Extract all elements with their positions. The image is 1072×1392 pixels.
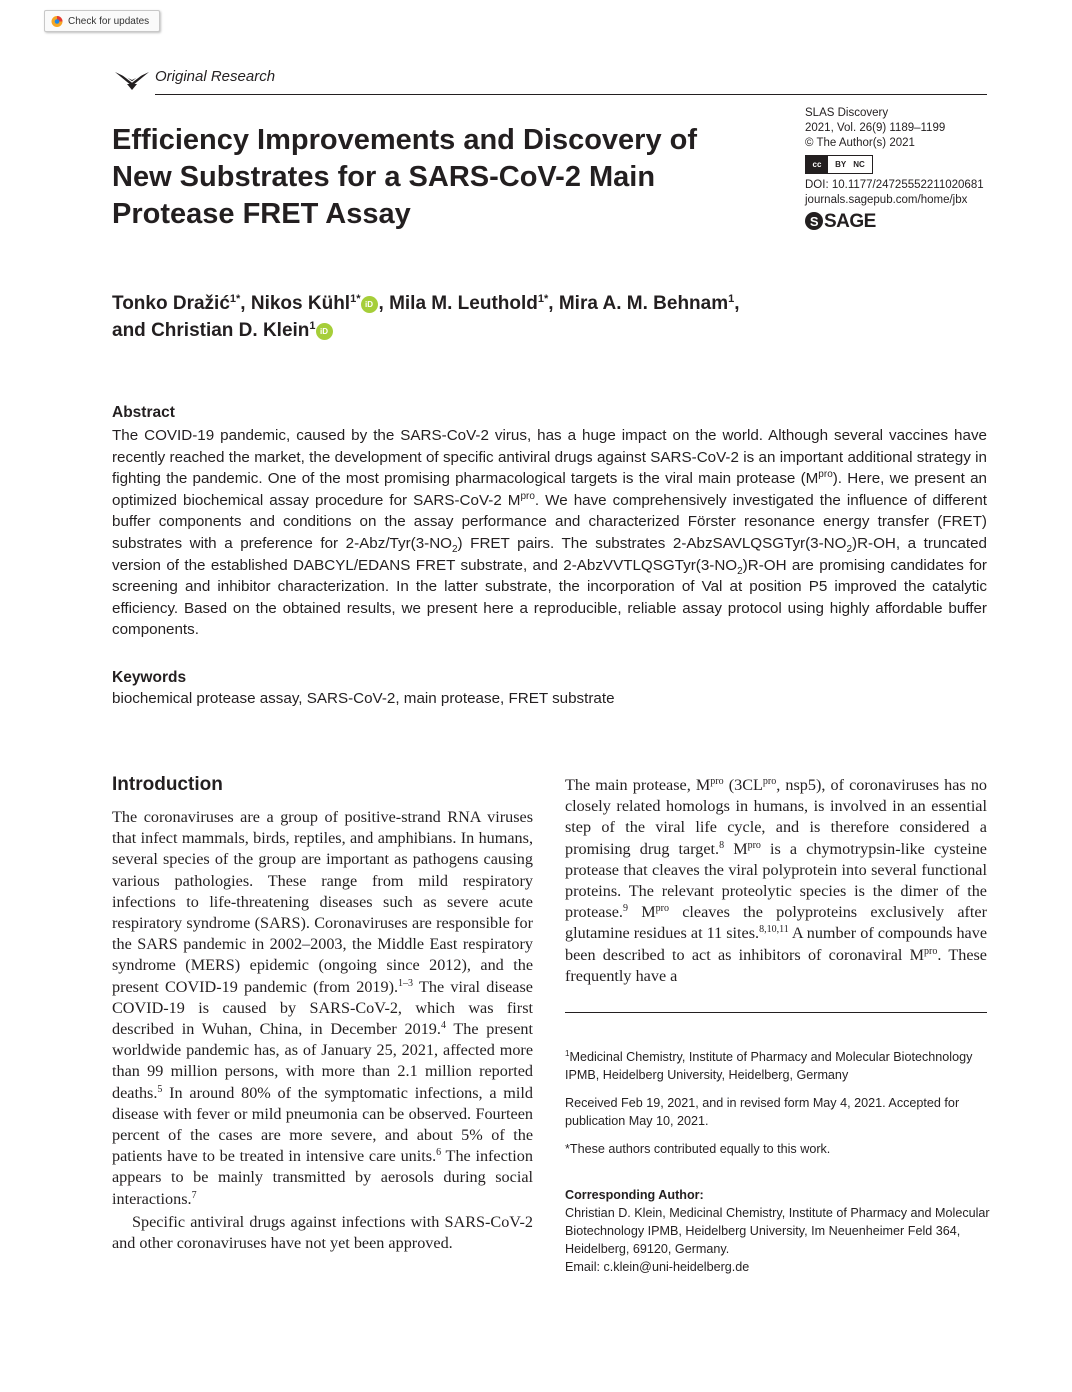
article-title: Efficiency Improvements and Discovery of New Substrates for a SARS-CoV-2 Main Protease FRET Assay <box>112 124 698 230</box>
abstract-text: The COVID-19 pandemic, caused by the SARS-CoV-2 virus, has a huge impact on the world. Although several vaccines have recently reached the market, the development of specific antiviral drugs against SARS-CoV-2 is an important additional strategy in fighting the pandemic. One of the most promising pharmacological targets is the viral main protease $(M^{pro})$. Here, we present an optimized biochemical assay procedure for SARS-CoV-2 $M^{pro}$. We have comprehensively investigated the influence of different buffer components and conditions on the assay performance and characterized Förster resonance energy transfer (FRET) substrates with a preference for $2-Abz/Tyr(3-NO_2)$ FRET pairs. The substrates $2-AbzSAVLQSGTyr(3-NO_2)R-OH$, a truncated version of the established DABCYL/EDANS FRET substrate, and $2-AbzVVTLQSGTyr(3-NO_2)R-OH$ are promising candidates for screening and inhibitor characterization. In the latter substrate, the incorporation of Val at position P5 improved the catalytic efficiency. Based on the obtained results, we present here a reproducible, reliable assay protocol using highly affordable buffer components. <box>112 427 988 639</box>
sage-s-icon: S <box>805 212 823 230</box>
author-affil: 1* <box>229 293 241 305</box>
author-affil: 1* <box>350 293 361 305</box>
body-column-right <box>565 775 987 987</box>
author-list: Tonko Dražić$^{1*}$, Nikos Kühl$^{1*}$ iD , Mila M. Leuthold$^{1*}$, Mira A. M. Behnam$^1$, and Christian D. Klein$^1$ iD <box>112 293 740 341</box>
abstract-heading: Abstract <box>112 404 175 421</box>
author-name: Tonko Dražić <box>112 293 230 314</box>
author-affil: 1* <box>537 293 549 305</box>
cc-terms <box>828 156 872 173</box>
corresponding-author-address: Christian D. Klein, Medicinal Chemistry, Institute of Pharmacy and Molecular Biotechnology IPMB, Heidelberg University, Im Neuenheimer Feld 364, Heidelberg, 69120, Germany. <box>565 1206 990 1256</box>
body-paragraph: The coronaviruses are a group of positive-strand RNA viruses that infect mammals, birds, reptiles, and amphibians. In humans, several species of the group are important as pathogens causing various pathologies. These range from mild respiratory infections to life-threatening diseases such as severe acute respiratory syndrome (SARS). Coronaviruses are responsible for the SARS pandemic in 2002–2003, the Middle East respiratory syndrome (MERS) epidemic (ongoing since 2012), and the present COVID-19 pandemic (from 2019).$^{1-3}$ The viral disease COVID-19 is caused by SARS-CoV-2, which was first described in Wuhan, China, in December 2019.$^4$ The present worldwide pandemic has, as of January 25, 2021, affected more than 99 million persons, with more than 2.1 million reported deaths.$^5$ In around 80% of the symptomatic infections, a mild disease with fever or mild pneumonia can be observed. Fourteen percent of the cases are more severe, and about 5% of the patients have to be treated in intensive care units.$^6$ The infection appears to be mainly transmitted by aerosols during social interactions.$^7$ <box>112 808 533 1208</box>
author-name: Christian D. Klein <box>151 320 310 341</box>
keywords-heading: Keywords <box>112 669 187 686</box>
author-name: Mira A. M. Behnam <box>558 293 729 314</box>
corresponding-author-heading: Corresponding Author: <box>565 1188 704 1202</box>
author-name: Mila M. Leuthold <box>389 293 538 314</box>
cc-license-badge <box>805 155 873 174</box>
journal-volume: 2021, Vol. 26(9) 1189–1199 <box>805 122 946 134</box>
introduction-heading: Introduction <box>112 774 223 795</box>
orcid-icon[interactable]: iD <box>316 323 333 340</box>
cc-nc-label: NC <box>853 160 865 169</box>
author-affil: 1 <box>728 293 735 305</box>
author-affil: 1 <box>309 320 316 332</box>
check-updates-icon <box>51 15 63 28</box>
cc-icon: cc <box>806 156 828 173</box>
publisher-logo <box>805 212 1005 230</box>
footnote-divider <box>565 1012 987 1013</box>
equal-contribution-footnote: *These authors contributed equally to this work. <box>565 1142 831 1156</box>
publisher-name: SAGE <box>824 210 876 232</box>
body-paragraph: The main protease, M$^{pro}$ (3CL$^{pro}$, nsp5), of coronaviruses has no closely related homologs in humans, is involved in an essential step of the viral life cycle, and is therefore considered a promising drug target.$^8$ M$^{pro}$ is a chymotrypsin-like cysteine protease that cleaves the viral polyprotein into several functional proteins. The relevant proteolytic species is the dimer of the protease.$^9$ M$^{pro}$ cleaves the polyproteins exclusively after glutamine residues at 11 sites.$^{8,10,11}$ A number of compounds have been described to act as inhibitors of coronaviral M$^{pro}$. These frequently have a <box>565 776 988 985</box>
received-footnote: Received Feb 19, 2021, and in revised form May 4, 2021. Accepted for publication May 10, 2021. <box>565 1096 960 1128</box>
author-name: Nikos Kühl <box>250 293 351 314</box>
journal-name: SLAS Discovery <box>805 107 889 119</box>
journal-meta <box>805 106 1005 230</box>
corresponding-author-email[interactable]: Email: c.klein@uni-heidelberg.de <box>565 1260 750 1274</box>
copyright: © The Author(s) 2021 <box>805 137 915 149</box>
header-divider <box>155 94 987 95</box>
author-conjunction: and <box>112 320 146 341</box>
orcid-icon[interactable]: iD <box>361 296 378 313</box>
journal-url: journals.sagepub.com/home/jbx <box>805 194 968 206</box>
cc-by-label: BY <box>835 160 847 169</box>
check-for-updates-label: Check for updates <box>68 15 150 27</box>
doi: DOI: 10.1177/24725552211020681 <box>805 179 984 191</box>
check-for-updates-button[interactable] <box>44 10 160 32</box>
affiliation-footnote: $^1$Medicinal Chemistry, Institute of Pharmacy and Molecular Biotechnology IPMB, Heidelberg University, Heidelberg, Germany <box>565 1049 973 1082</box>
keywords-text: biochemical protease assay, SARS-CoV-2, main protease, FRET substrate <box>112 690 615 707</box>
body-paragraph: Specific antiviral drugs against infections with SARS-CoV-2 and other coronaviruses have not yet been approved. <box>112 1212 533 1253</box>
body-column-left <box>112 807 533 1254</box>
article-type-label: Original Research <box>155 68 276 85</box>
journal-logo-icon <box>115 70 149 90</box>
